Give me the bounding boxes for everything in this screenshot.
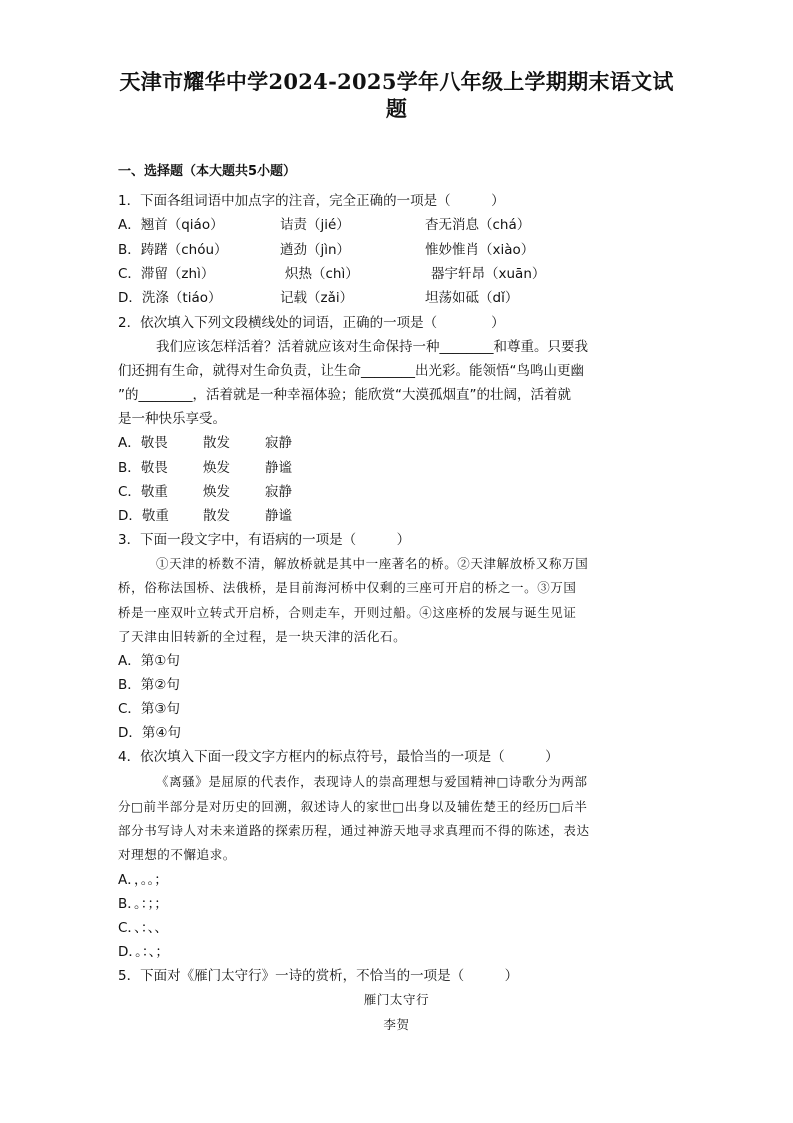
q3-option-b: B．第②句 [118,677,180,693]
q4-passage-line-1: 《离骚》是屈原的代表作，表现诗人的崇高理想与爱国精神□诗歌分为两部 [156,774,588,789]
q3-stem: 3．下面一段文字中，有语病的一项是（ ） [118,532,411,548]
q2-option-b [118,458,292,478]
q1-c-2: 炽热（chì） [285,266,359,282]
q3-option-c: C．第③句 [118,701,181,717]
q2-passage-line-3: ”的________，活着就是一种幸福体验；能欣赏“大漠孤烟直”的壮阔，活着就 [118,387,571,403]
q1-c-3: 器宇轩昂（xuān） [431,266,546,282]
q2-d-2: 散发 [203,508,230,524]
q2-b-3: 静谧 [265,460,292,476]
q3-passage-line-3: 桥是一座双叶立转式开启桥，合则走车，开则过船。④这座桥的发展与诞生见证 [118,605,577,620]
q1-c-1: C．滞留（zhì） [118,266,215,282]
q2-d-1: D．敬重 [118,508,169,524]
q1-option-b [118,240,534,260]
q3-option-a: A．第①句 [118,653,180,669]
q2-b-2: 焕发 [203,460,230,476]
q2-c-2: 焕发 [203,484,230,500]
q4-option-b: B．。：；； [118,896,168,912]
q2-d-3: 静谧 [265,508,292,524]
q2-a-1: A．敬畏 [118,435,168,451]
q3-passage-line-2: 桥，俗称法国桥、法俄桥，是目前海河桥中仅剩的三座可开启的桥之一。③万国 [118,580,577,595]
document-title [100,68,693,122]
q4-passage-line-4: 对理想的不懈追求。 [118,847,236,862]
q2-passage-line-2: 们还拥有生命，就得对生命负责，让生命________出光彩。能领悟“鸟鸣山更幽 [118,363,584,379]
q1-option-a [118,215,530,235]
q2-option-a [118,433,292,453]
q3-passage-line-1: ①天津的桥数不清，解放桥就是其中一座著名的桥。②天津解放桥又称万国 [156,556,589,571]
q1-b-1: B．踌躇（chóu） [118,242,228,258]
q1-stem: 1．下面各组词语中加点字的注音，完全正确的一项是（ ） [118,193,505,209]
q4-option-a: A．，。。； [118,872,168,888]
q2-option-d [118,506,292,526]
q1-option-d [118,288,518,308]
q2-passage-line-1: 我们应该怎样活着？活着就应该对生命保持一种________和尊重。只要我 [156,339,588,355]
q2-b-1: B．敬畏 [118,460,168,476]
q1-d-3: 坦荡如砥（dǐ） [425,290,519,306]
q1-option-c [118,264,545,284]
q1-a-3: 杳无消息（chá） [425,217,531,233]
q4-passage-line-3: 部分书写诗人对未来道路的探索历程，通过神游天地寻求真理而不得的陈述，表达 [118,823,590,838]
q4-option-c: C．、：、、 [118,920,168,936]
q3-passage-line-4: 了天津由旧转新的全过程，是一块天津的活化石。 [118,629,407,644]
q2-passage-line-4: 是一种快乐享受。 [118,411,226,427]
title-line-1: 天津市耀华中学2024-2025学年八年级上学期期末语文试 [119,69,674,94]
q1-a-2: 诘责（jié） [280,217,350,233]
q2-c-3: 寂静 [265,484,292,500]
q1-b-2: 遒劲（jìn） [280,242,351,258]
poem-title: 雁门太守行 [363,992,430,1007]
q2-stem: 2．依次填入下列文段横线处的词语，正确的一项是（ ） [118,315,505,331]
q4-option-d: D．。：、； [118,944,169,960]
q5-stem: 5．下面对《雁门太守行》一诗的赏析，不恰当的一项是（ ） [118,968,519,984]
q4-stem: 4．依次填入下面一段文字方框内的标点符号，最恰当的一项是（ ） [118,749,559,765]
q2-a-3: 寂静 [265,435,292,451]
q1-d-2: 记载（zǎi） [280,290,354,306]
title-line-2: 题 [385,96,408,121]
q1-a-1: A．翘首（qiáo） [118,217,224,233]
q1-d-1: D．洗涤（tiáo） [118,290,222,306]
poem-author: 李贺 [383,1017,410,1032]
q3-option-d: D．第④句 [118,725,181,741]
q2-a-2: 散发 [203,435,230,451]
q2-c-1: C．敬重 [118,484,168,500]
q4-passage-line-2: 分□前半部分是对历史的回溯，叙述诗人的家世□出身以及辅佐楚王的经历□后半 [118,799,588,814]
q2-option-c [118,482,292,502]
section-heading: 一、选择题（本大题共5小题） [118,164,297,179]
q1-b-3: 惟妙惟肖（xiào） [425,242,535,258]
